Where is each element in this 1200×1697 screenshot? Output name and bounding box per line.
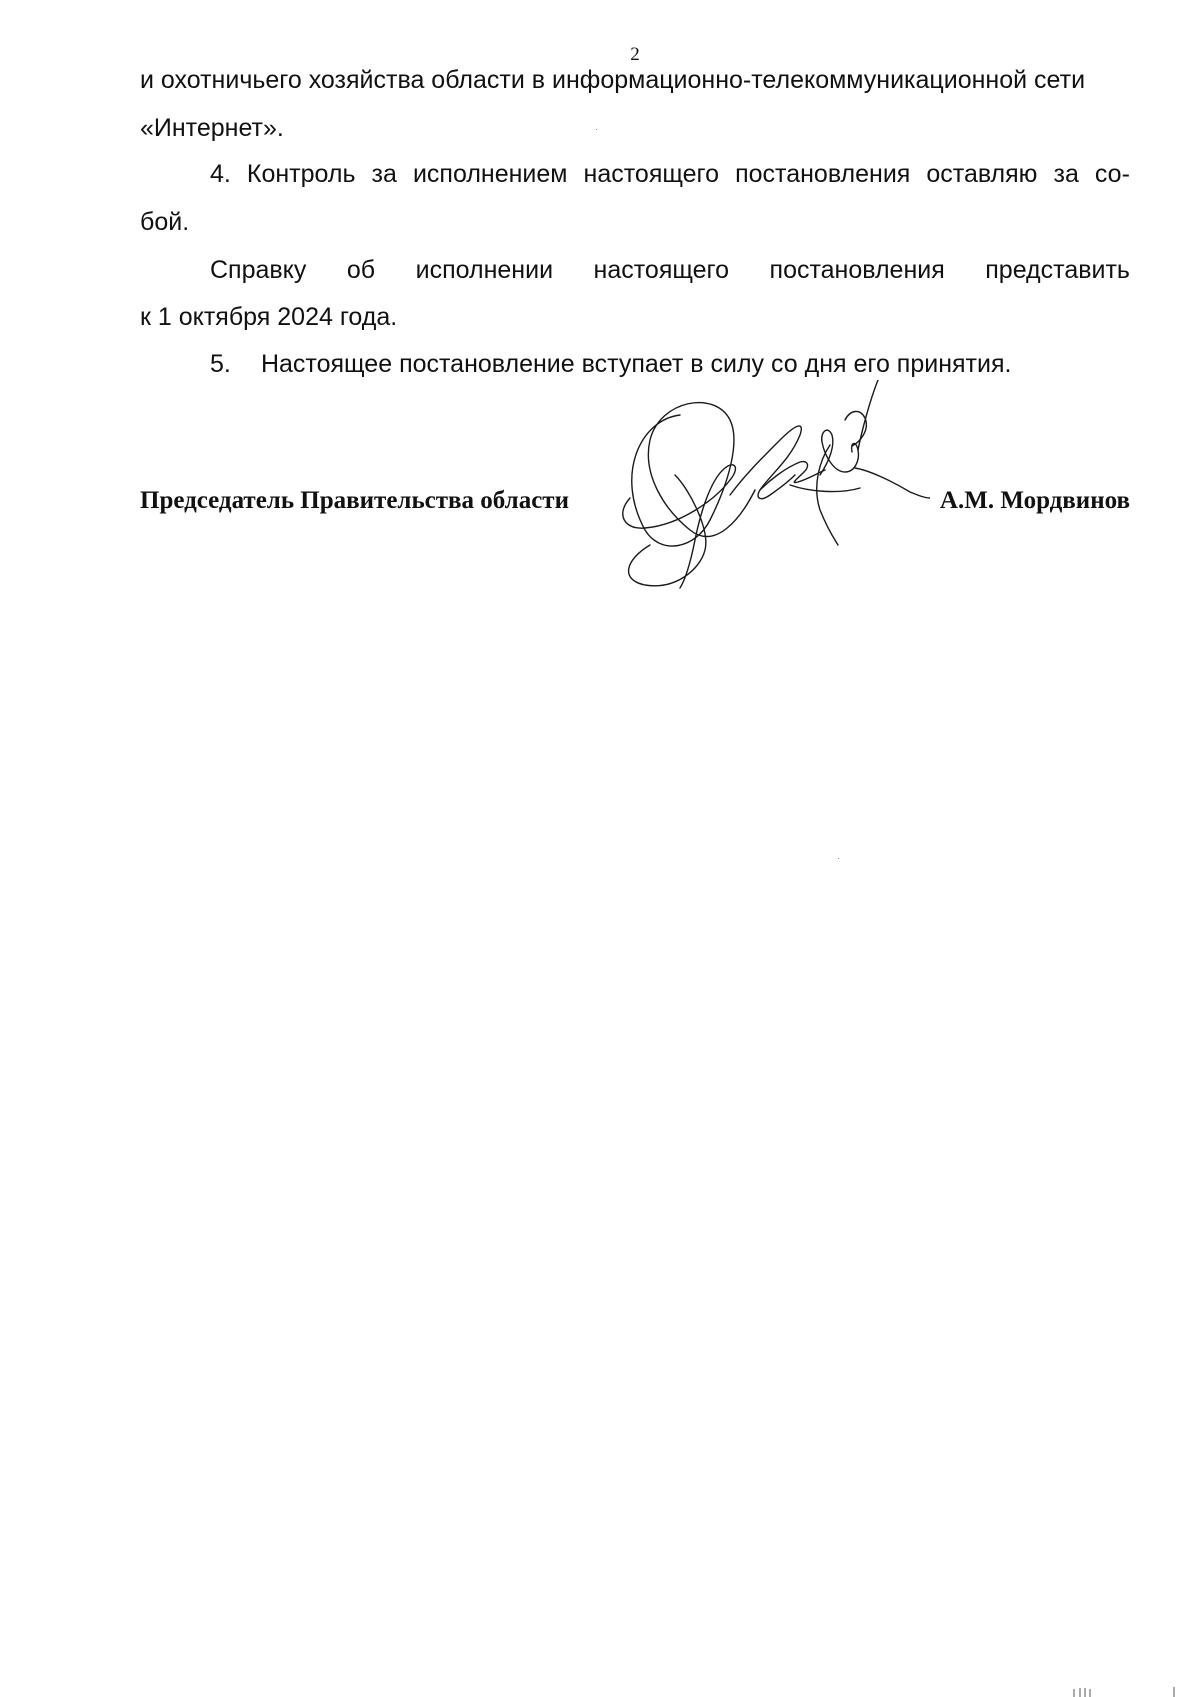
paragraph-3-line-1: и охотничьего хозяйства области в информационно-телекоммуникационной сети — [140, 66, 1086, 94]
paragraph-4-line-2: бой. — [140, 208, 190, 236]
paragraph-5-number: 5. — [210, 350, 231, 378]
report-paragraph-line-1 — [210, 256, 1130, 285]
signatory-name: А.М. Мордвинов — [939, 487, 1130, 514]
p4-word-3: настоящего — [583, 160, 720, 188]
p4-word-6: за — [1053, 160, 1079, 188]
handwritten-signature — [620, 380, 930, 610]
p4-word-0: Контроль — [246, 160, 356, 188]
paragraph-4-line-1 — [210, 160, 1130, 189]
paragraph-5 — [210, 350, 1130, 379]
signatory-title: Председатель Правительства области — [140, 487, 569, 514]
paragraph-3-line-2: «Интернет». — [140, 114, 284, 142]
p4-word-7: со- — [1094, 160, 1130, 188]
report-paragraph-line-2: к 1 октября 2024 года. — [140, 303, 398, 331]
page-number: 2 — [630, 44, 640, 65]
scan-speck — [838, 858, 839, 859]
report-word-5: представить — [985, 256, 1130, 284]
paragraph-5-text: Настоящее постановление вступает в силу со дня его принятия. — [260, 350, 1012, 378]
p4-word-4: постановления — [735, 160, 911, 188]
p4-word-1: за — [371, 160, 397, 188]
report-word-3: настоящего — [593, 256, 730, 284]
p4-word-2: исполнением — [412, 160, 568, 188]
report-word-4: постановления — [769, 256, 945, 284]
p4-word-5: оставляю — [926, 160, 1038, 188]
scan-speck — [596, 129, 597, 130]
report-word-2: исполнении — [415, 256, 554, 284]
report-word-0: Справку — [210, 256, 307, 284]
report-word-1: об — [346, 256, 376, 284]
scan-edge-marks — [1060, 1687, 1180, 1697]
paragraph-4-number: 4. — [210, 160, 231, 188]
